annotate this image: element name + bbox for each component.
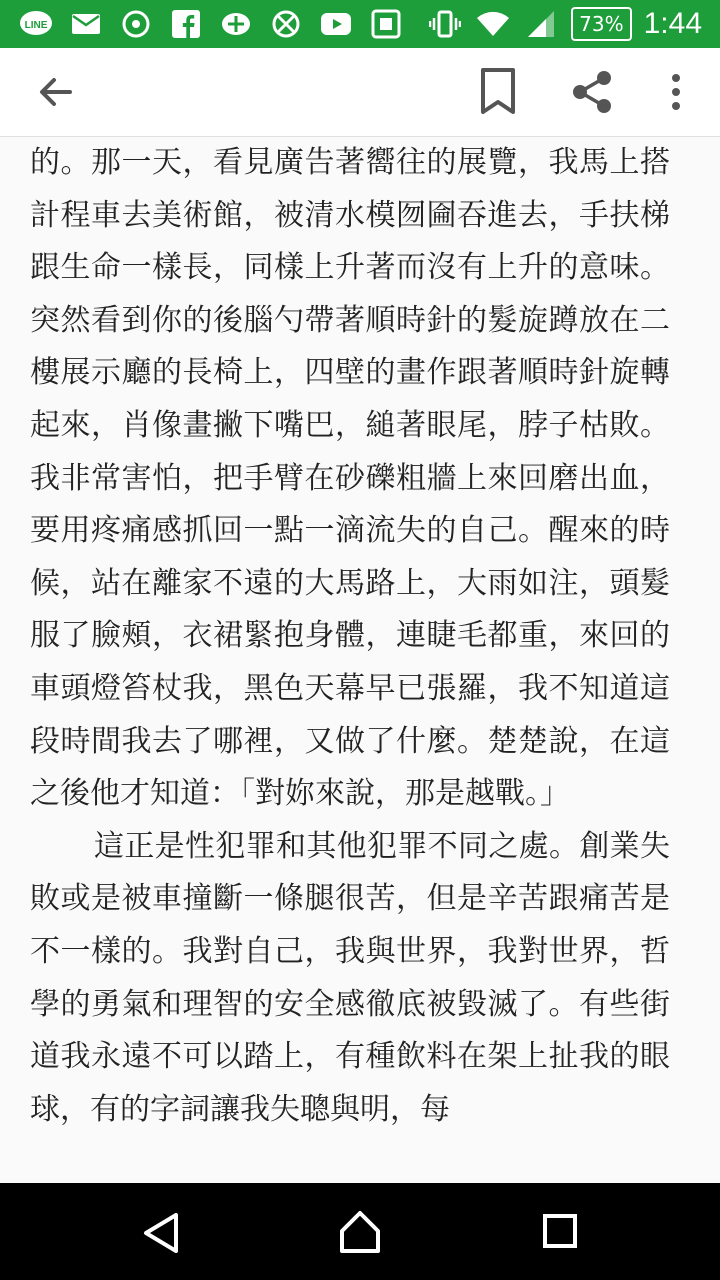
status-bar <box>0 0 720 48</box>
paragraph: 這正是性犯罪和其他犯罪不同之處。創業失敗或是被車撞斷一條腿很苦，但是辛苦跟痛苦是不一樣的。我對自己，我與世界，我對世界，哲學的勇氣和理智的安全感徹底被毀滅了。有些街道我永遠不可以踏上，有種飲料在架上扯我的眼球，有的字詞讓我失聰與明，每 <box>30 828 670 1127</box>
youtube-icon <box>318 8 354 40</box>
nav-back-icon[interactable] <box>140 1211 184 1255</box>
app-icon <box>118 8 154 40</box>
back-arrow-icon[interactable] <box>34 70 78 114</box>
share-icon[interactable] <box>568 68 616 116</box>
notification-icons <box>0 8 404 40</box>
reader-content[interactable] <box>0 137 720 1183</box>
line-icon <box>18 8 54 40</box>
nav-home-icon[interactable] <box>336 1207 384 1255</box>
app-icon <box>268 8 304 40</box>
wifi-icon <box>475 8 511 40</box>
status-time: 1:44 <box>643 7 702 40</box>
app-icon <box>368 8 404 40</box>
paragraph: 的。那一天，看見廣告著嚮往的展覽，我馬上搭計程車去美術館，被清水模囫圇吞進去，手扶梯跟生命一樣長，同樣上升著而沒有上升的意味。突然看到你的後腦勺帶著順時針的髮旋蹲放在二樓展示廳的長椅上，四壁的畫作跟著順時針旋轉起來，肖像畫撇下嘴巴，縋著眼尾，脖子枯敗。我非常害怕，把手臂在砂礫粗牆上來回磨出血，要用疼痛感抓回一點一滴流失的自己。醒來的時候，站在離家不遠的大馬路上，大雨如注，頭髮服了臉頰，衣裙緊抱身體，連睫毛都重，來回的車頭燈笞杖我，黑色天幕早已張羅，我不知道這段時間我去了哪裡，又做了什麼。楚楚說，在這之後他才知道：「對妳來說，那是越戰。」 <box>30 145 670 812</box>
article-text <box>30 137 670 1136</box>
signal-icon <box>523 8 559 40</box>
bookmark-icon[interactable] <box>476 66 520 118</box>
svg-text:LINE: LINE <box>24 20 48 31</box>
app-bar <box>0 48 720 137</box>
mail-icon <box>68 8 104 40</box>
more-vert-icon[interactable] <box>660 68 692 116</box>
vibrate-icon <box>427 8 463 40</box>
app-icon <box>218 8 254 40</box>
navigation-bar <box>0 1183 720 1280</box>
facebook-icon <box>168 8 204 40</box>
nav-recents-icon[interactable] <box>542 1213 578 1249</box>
battery-indicator: 73% <box>571 7 631 41</box>
system-icons <box>427 7 720 41</box>
